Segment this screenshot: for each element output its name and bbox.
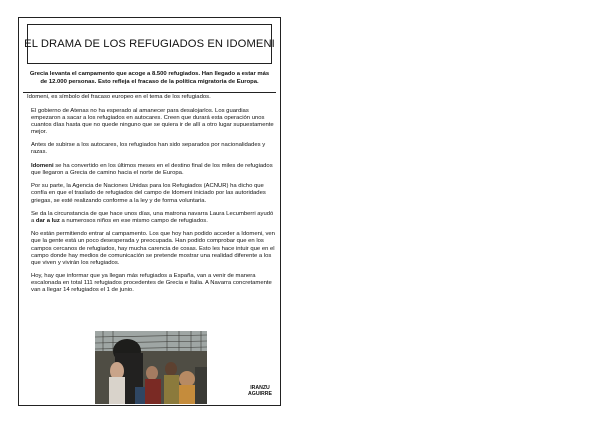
paragraph-7: No están permitiendo entrar al campamento. Los que hoy han podido acceder a Idomeni, ven que la gente está un poco desesperada y preocupada. Han podido comprobar que en los campos cercanos de refugiados, hay mucha carencia de cosas. Esto les hace intuir que en el campo donde hay medios de comunicación se pretende mostrar una realidad diferente a los que viven y vivirán los refugiados. [31,231,275,266]
article-body [27,94,277,301]
lead-text: levanta el campamento que acoge a 8.500 refugiados. Han llegado a estar más de 12.000 personas. Esto refleja el fracaso de la política migratoria de Europa. [40,71,270,85]
paragraph-5: Por su parte, la Agencia de Naciones Unidas para los Refugiados (ACNUR) ha dicho que confía en que el traslado de refugiados del campo de Idomeni iniciado por las autoridades griegas, se esté realizando conforme a la ley y de forma voluntaria. [31,183,266,204]
newspaper-page [18,17,281,406]
paragraph-6-before: Se da la circunstancia de que hace unos días, una matrona navarra Laura Lecumberri ayudó a [31,210,274,224]
refugee-camp-photo-image [95,331,207,404]
paragraph-4-text: se ha convertido en los últimos meses en el destino final de los miles de refugiados que llegaron a Grecia de camino hacia el norte de Europa. [31,162,273,176]
paragraph-1: Idomeni, es símbolo del fracaso europeo en el tema de los refugiados. [27,94,211,100]
paragraph-6-after: a numerosos niños en ese mismo campo de refugiados. [59,218,208,224]
paragraph-3: Antes de subirse a los autocares, los refugiados han sido separados por nacionalidades y razas. [31,142,266,156]
headline: EL DRAMA DE LOS REFUGIADOS EN IDOMENI [24,38,275,50]
paragraph-6 [27,211,277,225]
headline-box [24,24,275,64]
author-first-name: IRANZU [250,385,270,391]
paragraph-2: El gobierno de Atenas no ha esperado al amanecer para desalojarlos. Los guardias empezaron a sacar a los refugiados en autocares. Creen que durará esta operación unos cuantos días hasta que no quede ninguno que se quiera ir de allí a otro lugar supuestamente mejor. [31,107,274,135]
lead-paragraph [27,71,272,86]
paragraph-4-bold: Idomeni [31,162,54,169]
lead-bold-word: Grecia [29,71,49,77]
refugee-camp-photo [95,331,207,404]
divider-line [23,92,276,93]
paragraph-8: Hoy, hay que informar que ya llegan más refugiados a España, van a venir de manera escalonada en total 111 refugiados procedentes de Grecia e Italia. A Navarra concretamente van a llegar 14 refugiados el 1 de junio. [31,273,272,294]
paragraph-4 [27,163,277,177]
author-last-name: AGUIRRE [248,391,272,398]
author-byline [245,385,275,398]
paragraph-6-bold: dar a luz [35,218,60,224]
